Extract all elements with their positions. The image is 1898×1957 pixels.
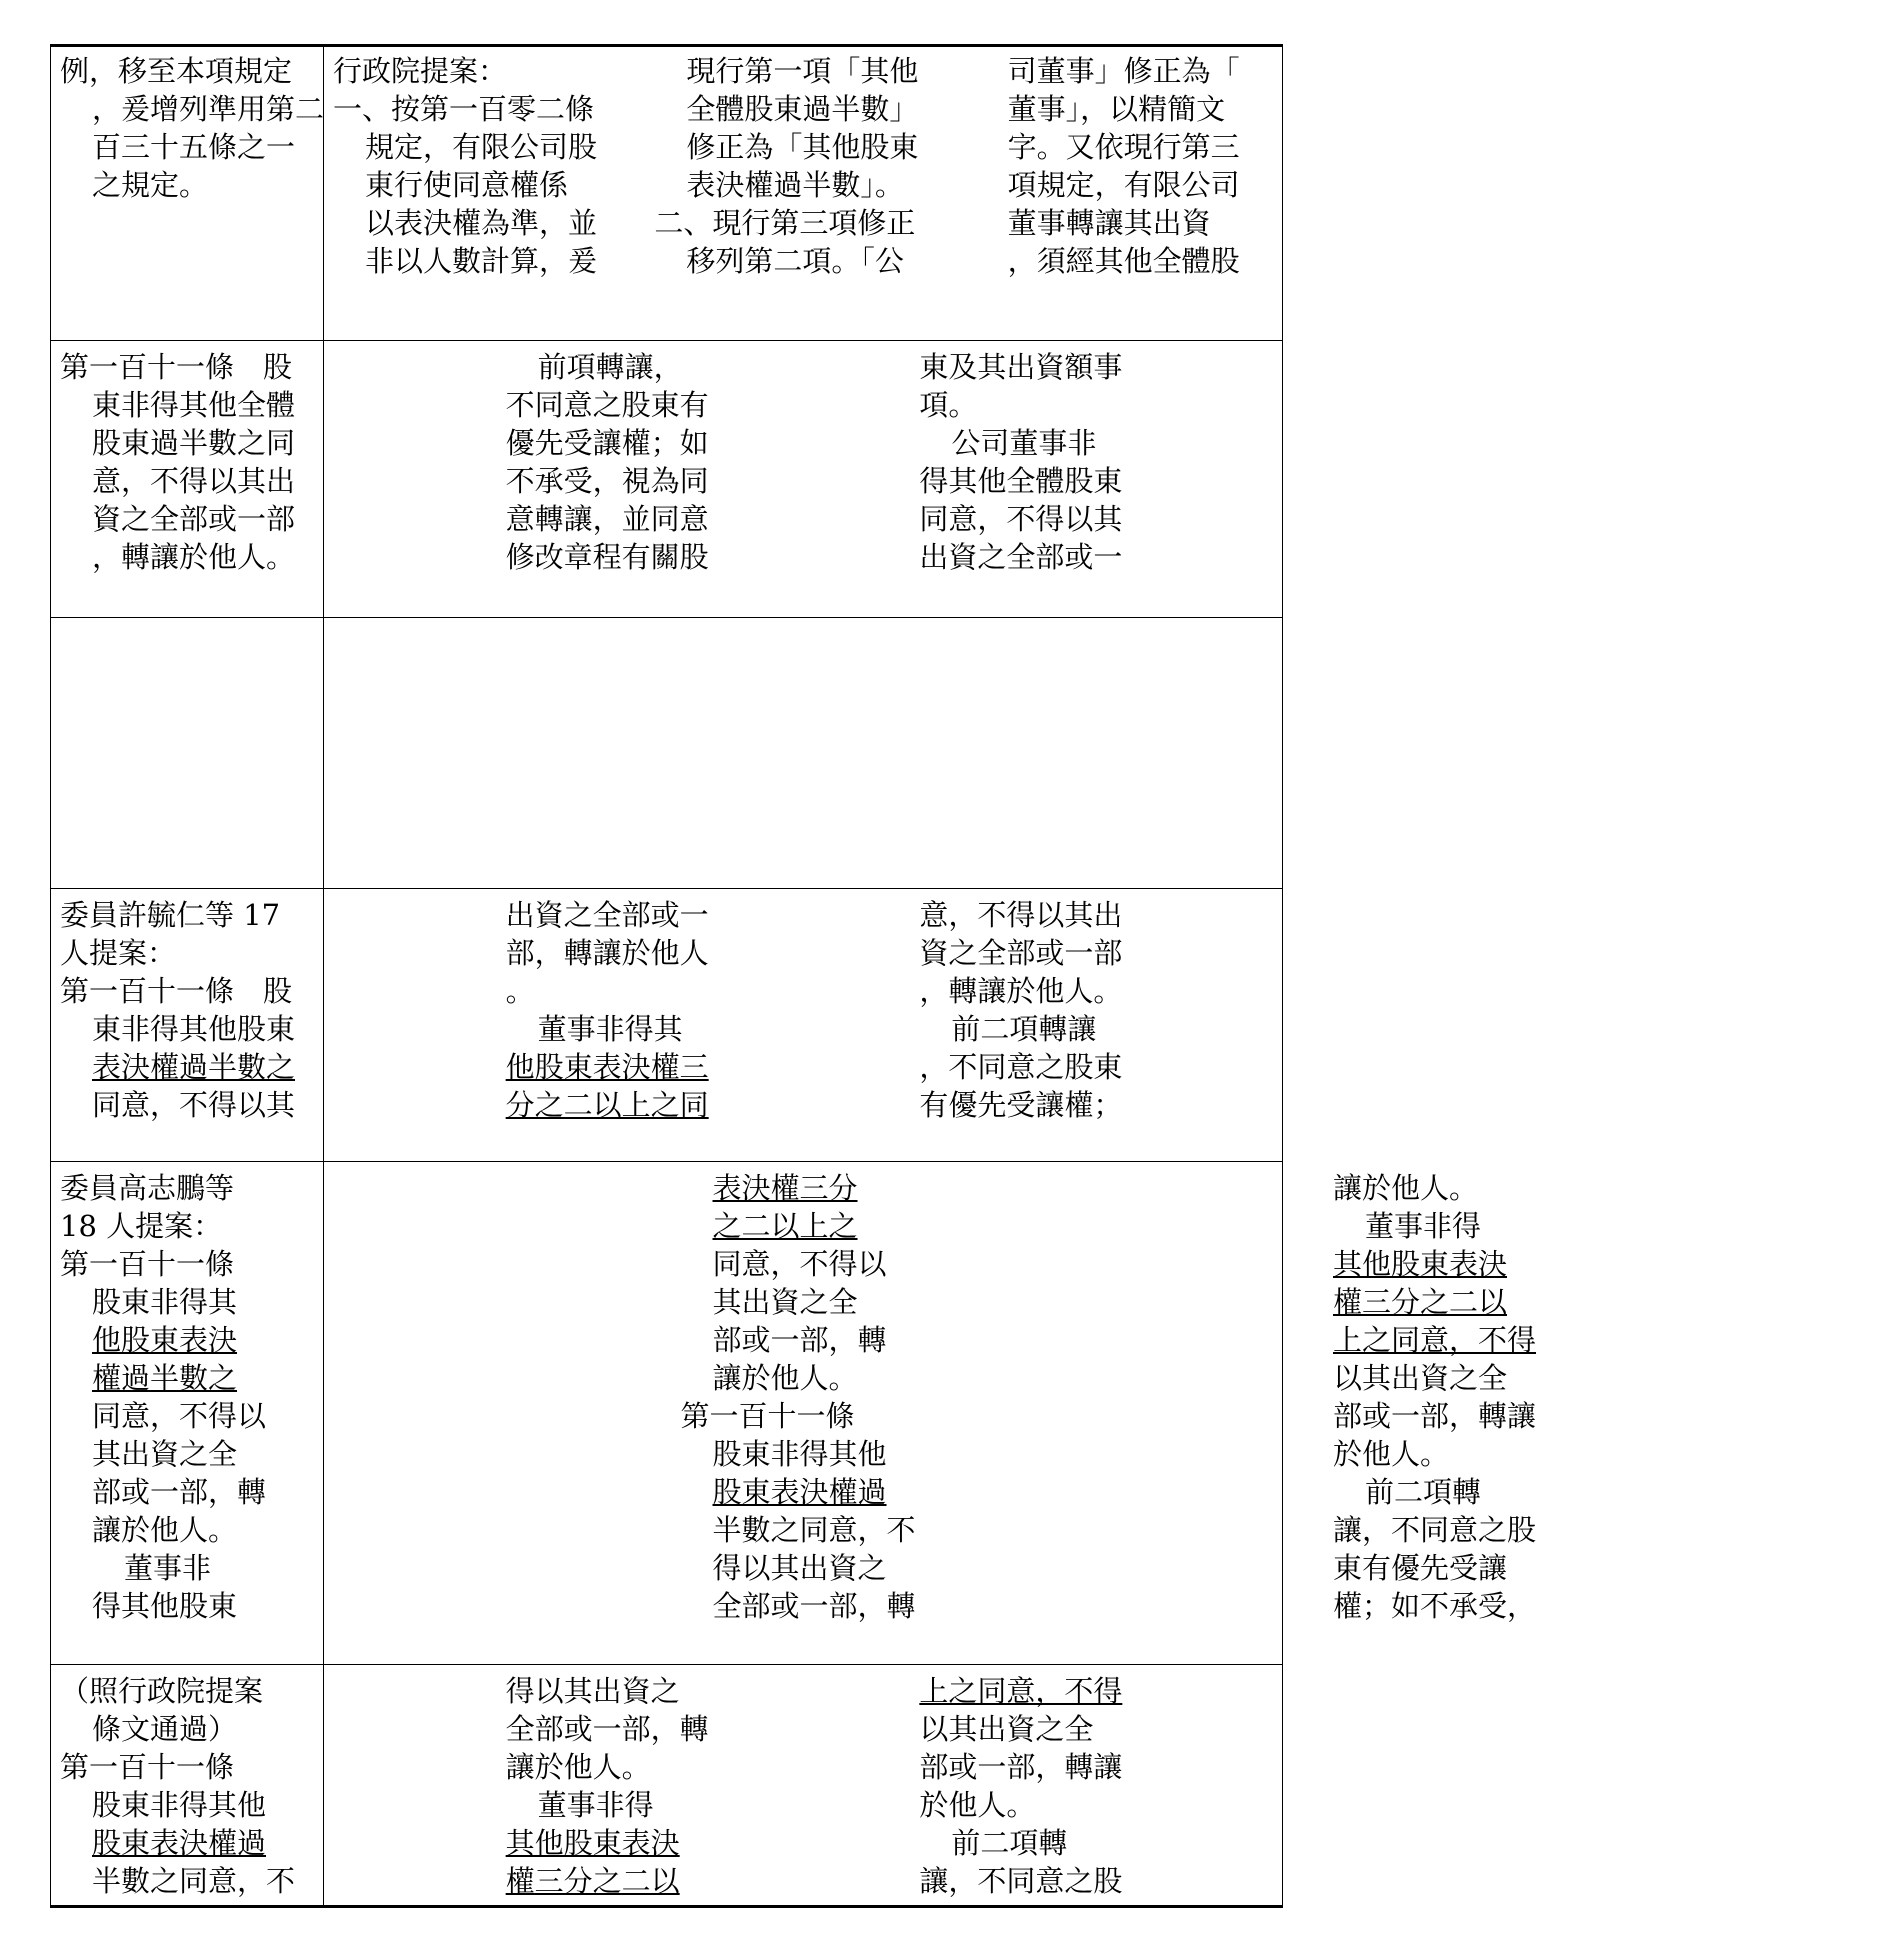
text-line: ，爰增列準用第二 — [92, 92, 325, 126]
text-line: 項規定，有限公司 — [1007, 168, 1240, 202]
text-line: 部或一部，轉讓 — [919, 1750, 1123, 1784]
text-line: 現行第一項「其他 — [686, 54, 919, 88]
text-line: 東及其出資額事 — [919, 350, 1123, 384]
text-line: 全部或一部，轉 — [505, 1712, 709, 1746]
text-line: 前項轉讓， — [537, 350, 683, 384]
text-line: ，轉讓於他人。 — [92, 540, 296, 574]
row1-col1-cell — [60, 52, 325, 334]
text-line: 意轉讓，並同意 — [505, 502, 709, 536]
text-line: 得以其出資之 — [712, 1551, 887, 1585]
text-line: 其他股東表決 — [505, 1826, 680, 1860]
row-separator — [50, 1161, 1283, 1162]
text-line: 第一百十一條 — [60, 1247, 235, 1281]
text-line: 同意，不得以其 — [92, 1088, 296, 1122]
row3-empty-cell — [60, 625, 1277, 883]
text-line: 股東過半數之同 — [92, 426, 296, 460]
text-line: 得其他全體股東 — [919, 464, 1123, 498]
text-line: 優先受讓權；如 — [505, 426, 709, 460]
text-line: 規定，有限公司股 — [365, 130, 598, 164]
text-line: 修正為「其他股東 — [686, 130, 919, 164]
text-line: 表決權過半數」。 — [686, 168, 904, 202]
text-line: 董事非得其 — [537, 1012, 683, 1046]
text-line: 董事轉讓其出資 — [1007, 206, 1211, 240]
text-line: 讓於他人。 — [505, 1750, 651, 1784]
text-line: 委員許毓仁等 17 — [60, 898, 281, 932]
text-line: 人提案： — [60, 936, 177, 970]
text-line: 他股東表決 — [92, 1323, 238, 1357]
text-line: 得其他股東 — [92, 1589, 238, 1623]
text-line: ，轉讓於他人。 — [919, 974, 1123, 1008]
text-line: 以表決權為準，並 — [365, 206, 598, 240]
text-line: 他股東表決權三 — [505, 1050, 709, 1084]
text-line: 部，轉讓於他人 — [505, 936, 709, 970]
row4-col1-cell — [60, 896, 1277, 1156]
text-line: 分之二以上之同 — [505, 1088, 709, 1122]
text-line: 第一百十一條 股 — [60, 350, 293, 384]
text-line: 權過半數之 — [92, 1361, 238, 1395]
text-line: 第一百十一條 — [60, 1750, 235, 1784]
row-separator — [50, 340, 1283, 341]
text-line: 讓，不同意之股 — [1333, 1513, 1537, 1547]
text-line: 不承受，視為同 — [505, 464, 709, 498]
text-line: 於他人。 — [1333, 1437, 1450, 1471]
text-line: 半數之同意，不 — [712, 1513, 916, 1547]
text-line: 部或一部，轉讓 — [1333, 1399, 1537, 1433]
table-right-border — [1282, 44, 1283, 1908]
text-line: 不同意之股東有 — [505, 388, 709, 422]
text-line: 東非得其他股東 — [92, 1012, 296, 1046]
text-line: ，不同意之股東 — [919, 1050, 1123, 1084]
text-line: 非以人數計算，爰 — [365, 244, 598, 278]
text-line: 上之同意，不得 — [1333, 1323, 1537, 1357]
text-line: 其他股東表決 — [1333, 1247, 1508, 1281]
text-line: 讓於他人。 — [712, 1361, 858, 1395]
text-line: 行政院提案： — [333, 54, 508, 88]
text-line: 董事」，以精簡文 — [1007, 92, 1226, 126]
text-line: 一、按第一百零二條 — [333, 92, 595, 126]
text-line: 表決權過半數之 — [92, 1050, 296, 1084]
text-line: 表決權三分 — [712, 1171, 858, 1205]
text-line: 百三十五條之一 — [92, 130, 296, 164]
text-line: 二、現行第三項修正 — [654, 206, 916, 240]
text-line: 例，移至本項規定 — [60, 54, 293, 88]
text-line: 移列第二項。「公 — [686, 244, 904, 278]
text-line: 上之同意，不得 — [919, 1674, 1123, 1708]
text-line: 字。又依現行第三 — [1007, 130, 1240, 164]
text-line: 東非得其他全體 — [92, 388, 296, 422]
text-line: 18 人提案： — [60, 1209, 223, 1243]
row6-col1-cell — [60, 1672, 1277, 1900]
text-line: 第一百十一條 — [680, 1399, 855, 1433]
text-line: 部或一部，轉 — [712, 1323, 887, 1357]
text-line: 全部或一部，轉 — [712, 1589, 916, 1623]
text-line: （照行政院提案 — [60, 1674, 264, 1708]
text-line: 讓於他人。 — [1333, 1171, 1479, 1205]
text-line: 以其出資之全 — [919, 1712, 1094, 1746]
text-line: 全體股東過半數」 — [686, 92, 919, 126]
text-line: 東行使同意權係 — [365, 168, 569, 202]
text-line: 讓，不同意之股 — [919, 1864, 1123, 1898]
text-line: 以其出資之全 — [1333, 1361, 1508, 1395]
text-line: 董事非得 — [537, 1788, 654, 1822]
text-line: 出資之全部或一 — [505, 898, 709, 932]
text-line: 其出資之全 — [712, 1285, 858, 1319]
text-line: 部或一部，轉 — [92, 1475, 267, 1509]
table-top-rule — [50, 44, 1283, 47]
text-line: 得以其出資之 — [505, 1674, 680, 1708]
text-line: 同意，不得以 — [712, 1247, 887, 1281]
text-line: 於他人。 — [919, 1788, 1036, 1822]
text-line: 出資之全部或一 — [919, 540, 1123, 574]
text-line: 有優先受讓權； — [919, 1088, 1123, 1122]
text-line: 同意，不得以 — [92, 1399, 267, 1433]
table-bottom-rule — [50, 1905, 1283, 1908]
text-line: 公司董事非 — [951, 426, 1097, 460]
row5-col1-cell — [60, 1169, 1537, 1659]
text-line: 讓於他人。 — [92, 1513, 238, 1547]
text-line: 權三分之二以 — [1333, 1285, 1508, 1319]
text-line: 董事非得 — [1365, 1209, 1482, 1243]
row2-col1-cell — [60, 348, 1277, 612]
text-line: 董事非 — [124, 1551, 212, 1585]
row-separator — [50, 617, 1283, 618]
text-line: 意，不得以其出 — [92, 464, 296, 498]
text-line: 股東表決權過 — [92, 1826, 267, 1860]
text-line: ，須經其他全體股 — [1007, 244, 1240, 278]
row-separator — [50, 1664, 1283, 1665]
text-line: 司董事」修正為「 — [1007, 54, 1240, 88]
text-line: 前二項轉 — [1365, 1475, 1482, 1509]
text-line: 委員高志鵬等 — [60, 1171, 235, 1205]
text-line: 前二項轉讓 — [951, 1012, 1097, 1046]
text-line: 修改章程有關股 — [505, 540, 709, 574]
text-line: 同意，不得以其 — [919, 502, 1123, 536]
text-line: 意，不得以其出 — [919, 898, 1123, 932]
text-line: 。 — [505, 974, 535, 1008]
row-separator — [50, 888, 1283, 889]
text-line: 權；如不承受， — [1333, 1589, 1537, 1623]
text-line: 項。 — [919, 388, 978, 422]
text-line: 之規定。 — [92, 168, 209, 202]
table-left-border — [50, 44, 51, 1908]
text-line: 條文通過） — [92, 1712, 238, 1746]
text-line: 之二以上之 — [712, 1209, 858, 1243]
text-line: 股東非得其他 — [92, 1788, 267, 1822]
text-line: 其出資之全 — [92, 1437, 238, 1471]
text-line: 東有優先受讓 — [1333, 1551, 1508, 1585]
text-line: 股東非得其他 — [712, 1437, 887, 1471]
text-line: 半數之同意，不 — [92, 1864, 296, 1898]
text-line: 權三分之二以 — [505, 1864, 680, 1898]
row1-col2-cell — [333, 52, 1277, 334]
text-line: 第一百十一條 股 — [60, 974, 293, 1008]
text-line: 股東非得其 — [92, 1285, 238, 1319]
text-line: 股東表決權過 — [712, 1475, 887, 1509]
text-line: 資之全部或一部 — [92, 502, 296, 536]
text-line: 前二項轉 — [951, 1826, 1068, 1860]
text-line: 資之全部或一部 — [919, 936, 1123, 970]
